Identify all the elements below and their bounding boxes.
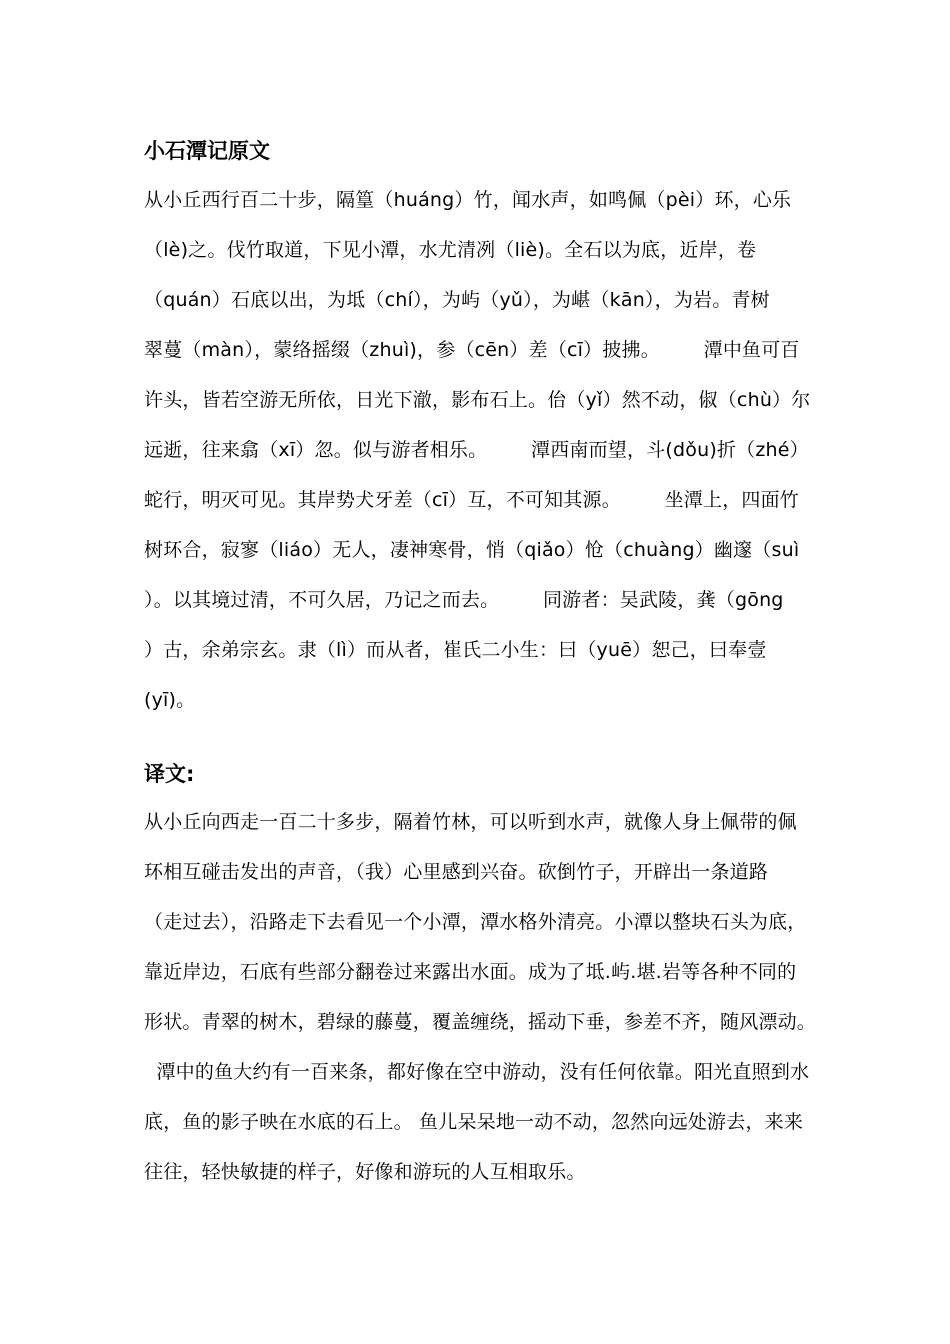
- original-line-2: （lè)之。伐竹取道，下见小潭，水尤清冽（liè)。全石以为底，近岸，卷: [144, 239, 757, 261]
- original-line-1: 从小丘西行百二十步，隔篁（huáng）竹，闻水声，如鸣佩（pèi）环，心乐: [144, 189, 792, 211]
- original-text-title: 小石潭记原文: [144, 139, 270, 163]
- original-line-3: （quán）石底以出，为坻（chí），为屿（yǔ），为嵁（kān），为岩。青树: [144, 289, 770, 311]
- original-line-10: ）古，余弟宗玄。隶（lì）而从者，崔氏二小生：曰（yuē）恕己，曰奉壹: [144, 639, 767, 661]
- translation-line-7: 底，鱼的影子映在水底的石上。 鱼儿呆呆地一动不动，忽然向远处游去，来来: [144, 1111, 804, 1133]
- original-line-9: ）。以其境过清，不可久居，乃记之而去。 同游者：吴武陵，龚（gōng: [144, 589, 784, 611]
- original-line-8: 树环合，寂寥（liáo）无人，凄神寒骨，悄（qiǎo）怆（chuàng）幽邃（suì: [144, 539, 800, 561]
- translation-line-5: 形状。青翠的树木，碧绿的藤蔓，覆盖缠绕，摇动下垂，参差不齐，随风漂动。: [144, 1011, 817, 1033]
- original-line-4: 翠蔓（màn），蒙络摇缀（zhuì)，参（cēn）差（cī）披拂。 潭中鱼可百: [144, 339, 800, 361]
- translation-line-6: 潭中的鱼大约有一百来条，都好像在空中游动，没有任何依靠。阳光直照到水: [144, 1061, 810, 1083]
- original-line-11: (yī)。: [144, 689, 196, 711]
- translation-line-2: 环相互碰击发出的声音，（我）心里感到兴奋。砍倒竹子，开辟出一条道路: [144, 861, 769, 883]
- translation-line-4: 靠近岸边，石底有些部分翻卷过来露出水面。成为了坻.屿.堪.岩等各种不同的: [144, 961, 797, 983]
- translation-line-1: 从小丘向西走一百二十多步，隔着竹林，可以听到水声，就像人身上佩带的佩: [144, 811, 797, 833]
- original-line-5: 许头，皆若空游无所依，日光下澈，影布石上。佁（yǐ）然不动，俶（chù）尔: [144, 389, 811, 411]
- original-line-6: 远逝，往来翕（xī）忽。似与游者相乐。 潭西南而望，斗(dǒu)折（zhé）: [144, 439, 809, 461]
- translation-line-3: （走过去），沿路走下去看见一个小潭，潭水格外清亮。小潭以整块石头为底，: [144, 911, 807, 933]
- original-line-7: 蛇行，明灭可见。其岸势犬牙差（cī）互，不可知其源。 坐潭上，四面竹: [144, 489, 800, 511]
- translation-title: 译文:: [144, 762, 195, 786]
- translation-line-8: 往往，轻快敏捷的样子，好像和游玩的人互相取乐。: [144, 1161, 586, 1183]
